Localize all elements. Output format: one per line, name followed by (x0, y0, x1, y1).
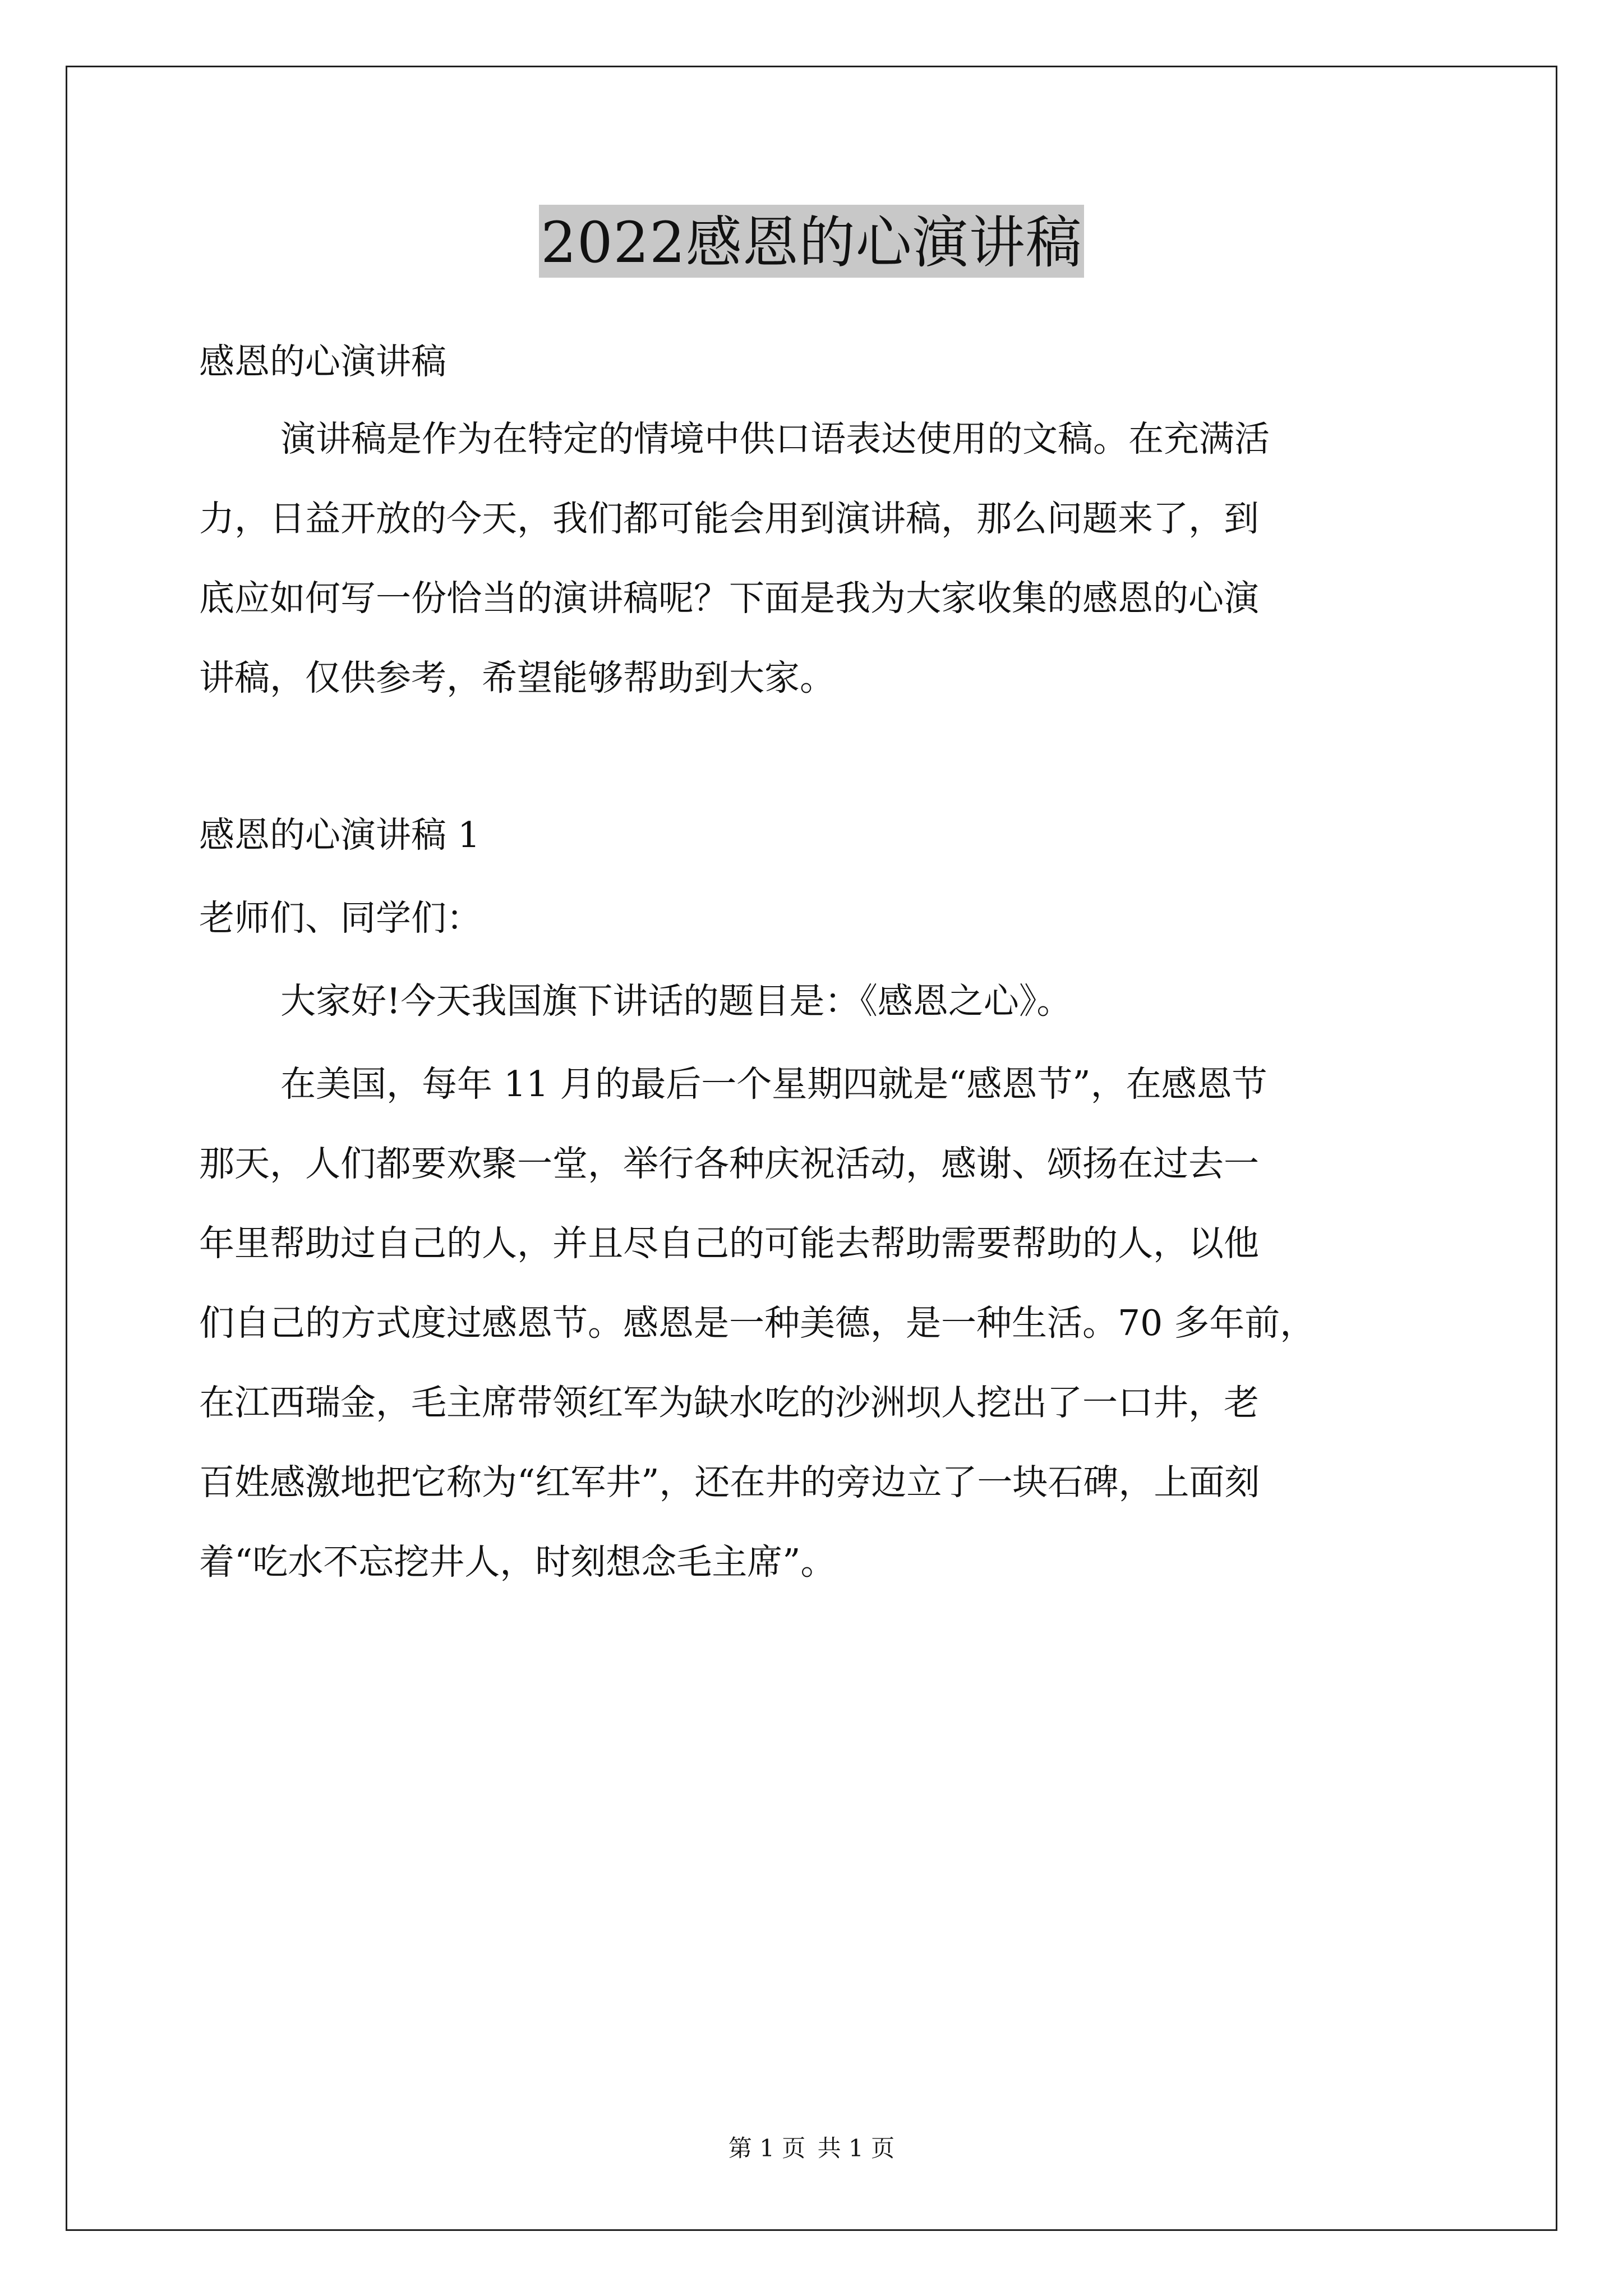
intro-line: 演讲稿是作为在特定的情境中供口语表达使用的文稿。在充满活 (280, 418, 1270, 459)
document-body (199, 337, 1427, 1588)
page-total: 共 1 页 (817, 2134, 895, 2162)
greeting: 大家好!今天我国旗下讲话的题目是：《感恩之心》。 (280, 981, 1072, 1022)
title-container (0, 205, 1623, 278)
page-footer (0, 2132, 1623, 2165)
section-heading: 感恩的心演讲稿 1 (199, 815, 481, 855)
salutation: 老师们、同学们： (199, 898, 482, 938)
body-line: 那天，人们都要欢聚一堂，举行各种庆祝活动，感谢、颂扬在过去一 (199, 1143, 1259, 1184)
intro-paragraph (199, 414, 1427, 703)
body-line: 百姓感激地把它称为“红军井”，还在井的旁边立了一块石碑，上面刻 (199, 1462, 1260, 1503)
body-line: 在江西瑞金，毛主席带领红军为缺水吃的沙洲坝人挖出了一口井，老 (199, 1382, 1259, 1423)
body-line: 着“吃水不忘挖井人，时刻想念毛主席”。 (199, 1542, 836, 1582)
body-line: 在美国，每年 11 月的最后一个星期四就是“感恩节”，在感恩节 (280, 1064, 1267, 1105)
intro-line: 底应如何写一份恰当的演讲稿呢？下面是我为大家收集的感恩的心演 (199, 578, 1259, 619)
document-title: 2022感恩的心演讲稿 (539, 205, 1084, 278)
intro-line: 讲稿，仅供参考，希望能够帮助到大家。 (199, 657, 835, 698)
body-paragraph (199, 1059, 1427, 1588)
intro-line: 力，日益开放的今天，我们都可能会用到演讲稿，那么问题来了，到 (199, 498, 1259, 539)
subtitle: 感恩的心演讲稿 (199, 341, 446, 382)
body-line: 们自己的方式度过感恩节。感恩是一种美德，是一种生活。70 多年前， (199, 1303, 1316, 1343)
page-number: 第 1 页 (728, 2134, 806, 2162)
body-line: 年里帮助过自己的人，并且尽自己的可能去帮助需要帮助的人，以他 (199, 1223, 1259, 1264)
